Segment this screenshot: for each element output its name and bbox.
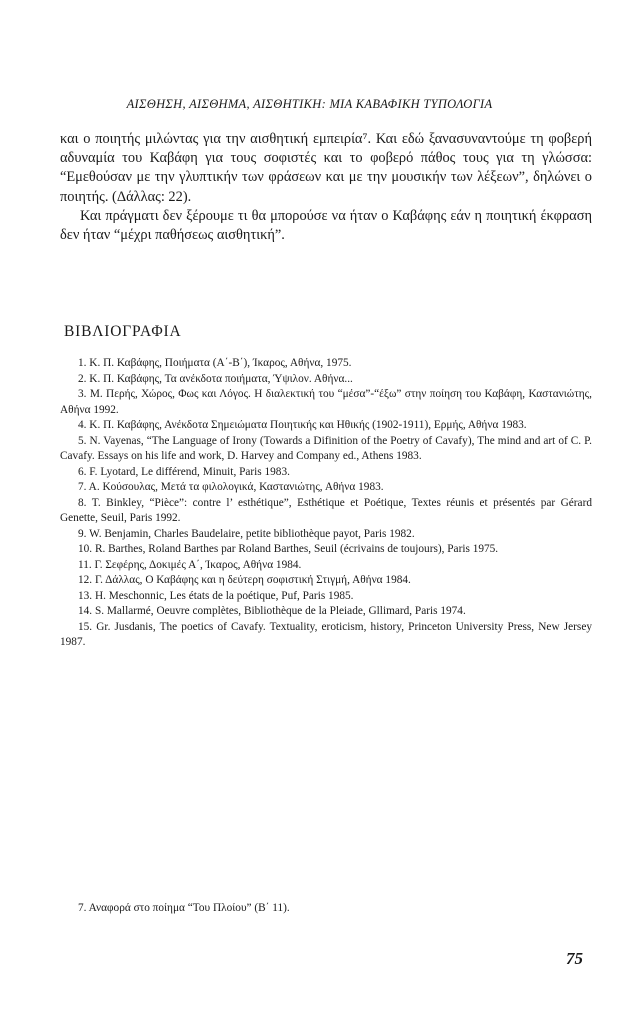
bibliography-item: 6. F. Lyotard, Le différend, Minuit, Paris 1983. bbox=[78, 465, 290, 478]
bibliography-item: 8. T. Binkley, “Pièce”: contre l’ esthétique”, Esthétique et Poétique, Textes réunis et présentés par Gérard Genette, Seuil, Paris 1992. bbox=[60, 496, 592, 524]
bibliography-item: 14. S. Mallarmé, Oeuvre complètes, Bibliothèque de la Pleiade, Gllimard, Paris 1974. bbox=[78, 605, 466, 617]
bibliography-item: 13. H. Meschonnic, Les états de la poétique, Puf, Paris 1985. bbox=[78, 589, 354, 602]
body-paragraph-1: και ο ποιητής μιλώντας για την αισθητική εμπειρία⁷. Και εδώ ξανασυναντούμε τη φοβερή αδυναμία του Καβάφη για τους σοφιστές και το φοβερό πάθος τους για τη γλώσσα: “Εμεθούσαν με την γλυπτικήν των φράσεων και με την μουσικήν των λέξεων”, δηλώνει ο ποιητής. (Δάλλας: 22). bbox=[60, 131, 592, 205]
bibliography-item: 15. Gr. Jusdanis, The poetics of Cavafy. Textuality, eroticism, history, Princeton University Press, New Jersey 1987. bbox=[60, 620, 592, 648]
bibliography-item: 5. N. Vayenas, “The Language of Irony (Towards a Difinition of the Poetry of Cavafy), The mind and art of C. P. Cavafy. Essays on his life and work, D. Harvey and Company ed., Athens 1983. bbox=[60, 434, 592, 462]
bibliography-item: 3. Μ. Περής, Χώρος, Φως και Λόγος. Η διαλεκτική του “μέσα”-“έξω” στην ποίηση του Καβάφη, Καστανιώτης, Αθήνα 1992. bbox=[60, 388, 592, 416]
bibliography-item: 9. W. Benjamin, Charles Baudelaire, petite bibliothèque payot, Paris 1982. bbox=[78, 527, 415, 540]
bibliography-item: 12. Γ. Δάλλας, Ο Καβάφης και η δεύτερη σοφιστική Στιγμή, Αθήνα 1984. bbox=[78, 574, 411, 586]
bibliography-item: 4. Κ. Π. Καβάφης, Ανέκδοτα Σημειώματα Ποιητικής και Ηθικής (1902-1911), Ερμής, Αθήνα 1983. bbox=[78, 419, 527, 431]
bibliography-heading: ΒΙΒΛΙΟΓΡΑΦΙΑ bbox=[64, 323, 182, 340]
bibliography-list bbox=[60, 356, 592, 651]
bibliography-item: 7. Α. Κούσουλας, Μετά τα φιλολογικά, Καστανιώτης, Αθήνα 1983. bbox=[78, 481, 384, 493]
page-number: 75 bbox=[566, 949, 583, 968]
footnote: 7. Αναφορά στο ποίημα “Του Πλοίου” (Β΄ 11). bbox=[78, 902, 290, 914]
bibliography-item: 2. Κ. Π. Καβάφης, Τα ανέκδοτα ποιήματα, Ύψιλον. Αθήνα... bbox=[78, 372, 353, 385]
bibliography-item: 1. Κ. Π. Καβάφης, Ποιήματα (Α΄-Β΄), Ίκαρος, Αθήνα, 1975. bbox=[78, 357, 352, 369]
body-paragraph-2: Και πράγματι δεν ξέρουμε τι θα μπορούσε να ήταν ο Καβάφης εάν η ποιητική έκφραση δεν ήταν “μέχρι παθήσεως αισθητική”. bbox=[60, 207, 592, 244]
bibliography-item: 11. Γ. Σεφέρης, Δοκιμές Α΄, Ίκαρος, Αθήνα 1984. bbox=[78, 558, 302, 571]
running-header: ΑΙΣΘΗΣΗ, ΑΙΣΘΗΜΑ, ΑΙΣΘΗΤΙΚΗ: ΜΙΑ ΚΑΒΑΦΙΚΗ ΤΥΠΟΛΟΓΙΑ bbox=[126, 97, 493, 111]
bibliography-item: 10. R. Barthes, Roland Barthes par Roland Barthes, Seuil (écrivains de toujours), Paris 1975. bbox=[78, 543, 499, 555]
body-text bbox=[60, 130, 592, 245]
